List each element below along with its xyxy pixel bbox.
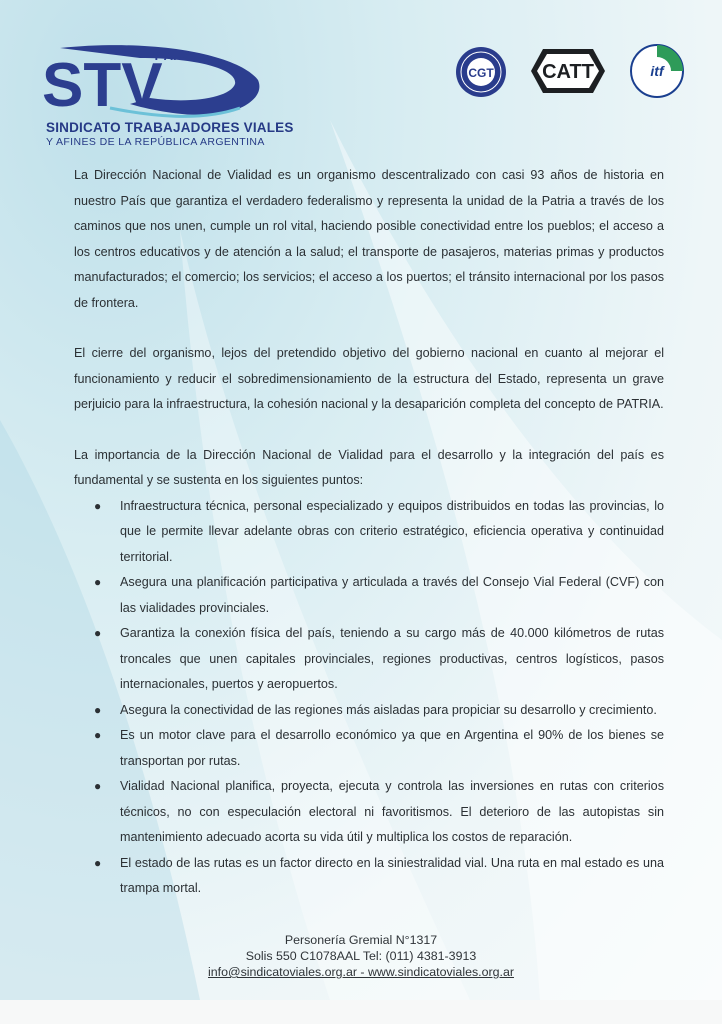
footer [0, 932, 722, 980]
footer-registration: Personería Gremial N°1317 [284, 933, 438, 947]
org-name: SINDICATO TRABAJADORES VIALES [46, 120, 294, 135]
svg-text:Y ARA: Y ARA [152, 48, 192, 63]
bullet-icon: ● [94, 855, 102, 870]
bullet-icon: ● [94, 779, 102, 793]
cgt-seal-icon [455, 46, 507, 98]
svg-text:CGT: CGT [468, 66, 494, 80]
bullet-icon: ● [94, 626, 102, 640]
list-item: ● Asegura la conectividad de las regiones más aisladas para propiciar su desarrollo y crecimiento. [74, 698, 664, 724]
list-item: ● El estado de las rutas es un factor directo en la siniestralidad vial. Una ruta en mal estado es una trampa mortal. [74, 851, 664, 902]
list-item: ● Vialidad Nacional planifica, proyecta, ejecuta y controla las inversiones en rutas con criterios técnicos, no con especulación electoral ni favoritismos. El deterioro de las autopistas sin mantenimiento adecuado acorta su vida útil y multiplica los costos de reparación. [74, 774, 664, 851]
footer-address: Solis 550 C1078AAL Tel: (011) 4381-3913 [245, 949, 477, 963]
paragraph-3: La importancia de la Dirección Nacional de Vialidad para el desarrollo y la integración del país es fundamental y se sustenta en los siguientes puntos: [74, 447, 664, 487]
org-subname: Y AFINES DE LA REPÚBLICA ARGENTINA [46, 136, 265, 148]
letter-body [74, 163, 664, 902]
paragraph-2: El cierre del organismo, lejos del pretendido objetivo del gobierno nacional en cuanto al mejorar el funcionamiento y reducir el sobredimensionamiento de la estructura del Estado, representa un grave perjuicio para la infraestructura, la cohesión nacional y la desaparición completa del concepto de PATRIA. [74, 346, 664, 411]
paragraph-1: La Dirección Nacional de Vialidad es un organismo descentralizado con casi 93 años de historia en nuestro País que garantiza el verdadero federalismo y representa la unidad de la Patria a través de los caminos que nos unen, cumple un rol vital, haciendo posible conectividad entre los pueblos; el acceso a los centros educativos y de atención a la salud; el transporte de pasajeros, materias primas y productos manufacturados; el comercio; los servicios; el acceso a los puertos; el tránsito internacional por los pasos de frontera. [74, 168, 664, 310]
list-item: ● Infraestructura técnica, personal especializado y equipos distribuidos en todas las provincias, lo que le permite llevar adelante obras con criterio estratégico, eficiencia operativa y continuidad territorial. [74, 494, 664, 571]
bullet-icon: ● [94, 702, 102, 717]
svg-text:STV: STV [42, 51, 163, 120]
bullet-list [74, 494, 664, 902]
bullet-icon: ● [94, 728, 102, 742]
page-bottom-margin [0, 1000, 722, 1024]
bullet-icon: ● [94, 498, 102, 513]
svg-text:CATT: CATT [542, 61, 594, 83]
bullet-icon: ● [94, 575, 102, 589]
catt-seal-icon [523, 45, 613, 97]
footer-contact-links[interactable]: info@sindicatoviales.org.ar - www.sindicatoviales.org.ar [208, 965, 514, 979]
itf-seal-icon [630, 44, 684, 98]
list-item: ● Es un motor clave para el desarrollo económico ya que en Argentina el 90% de los bienes se transportan por rutas. [74, 723, 664, 774]
list-item: ● Garantiza la conexión física del país, teniendo a su cargo más de 40.000 kilómetros de rutas troncales que unen capitales provinciales, regiones productivas, centros logísticos, pasos internacionales, puertos y aeropuertos. [74, 621, 664, 698]
list-item: ● Asegura una planificación participativa y articulada a través del Consejo Vial Federal (CVF) con las vialidades provinciales. [74, 570, 664, 621]
svg-text:itf: itf [650, 63, 664, 79]
